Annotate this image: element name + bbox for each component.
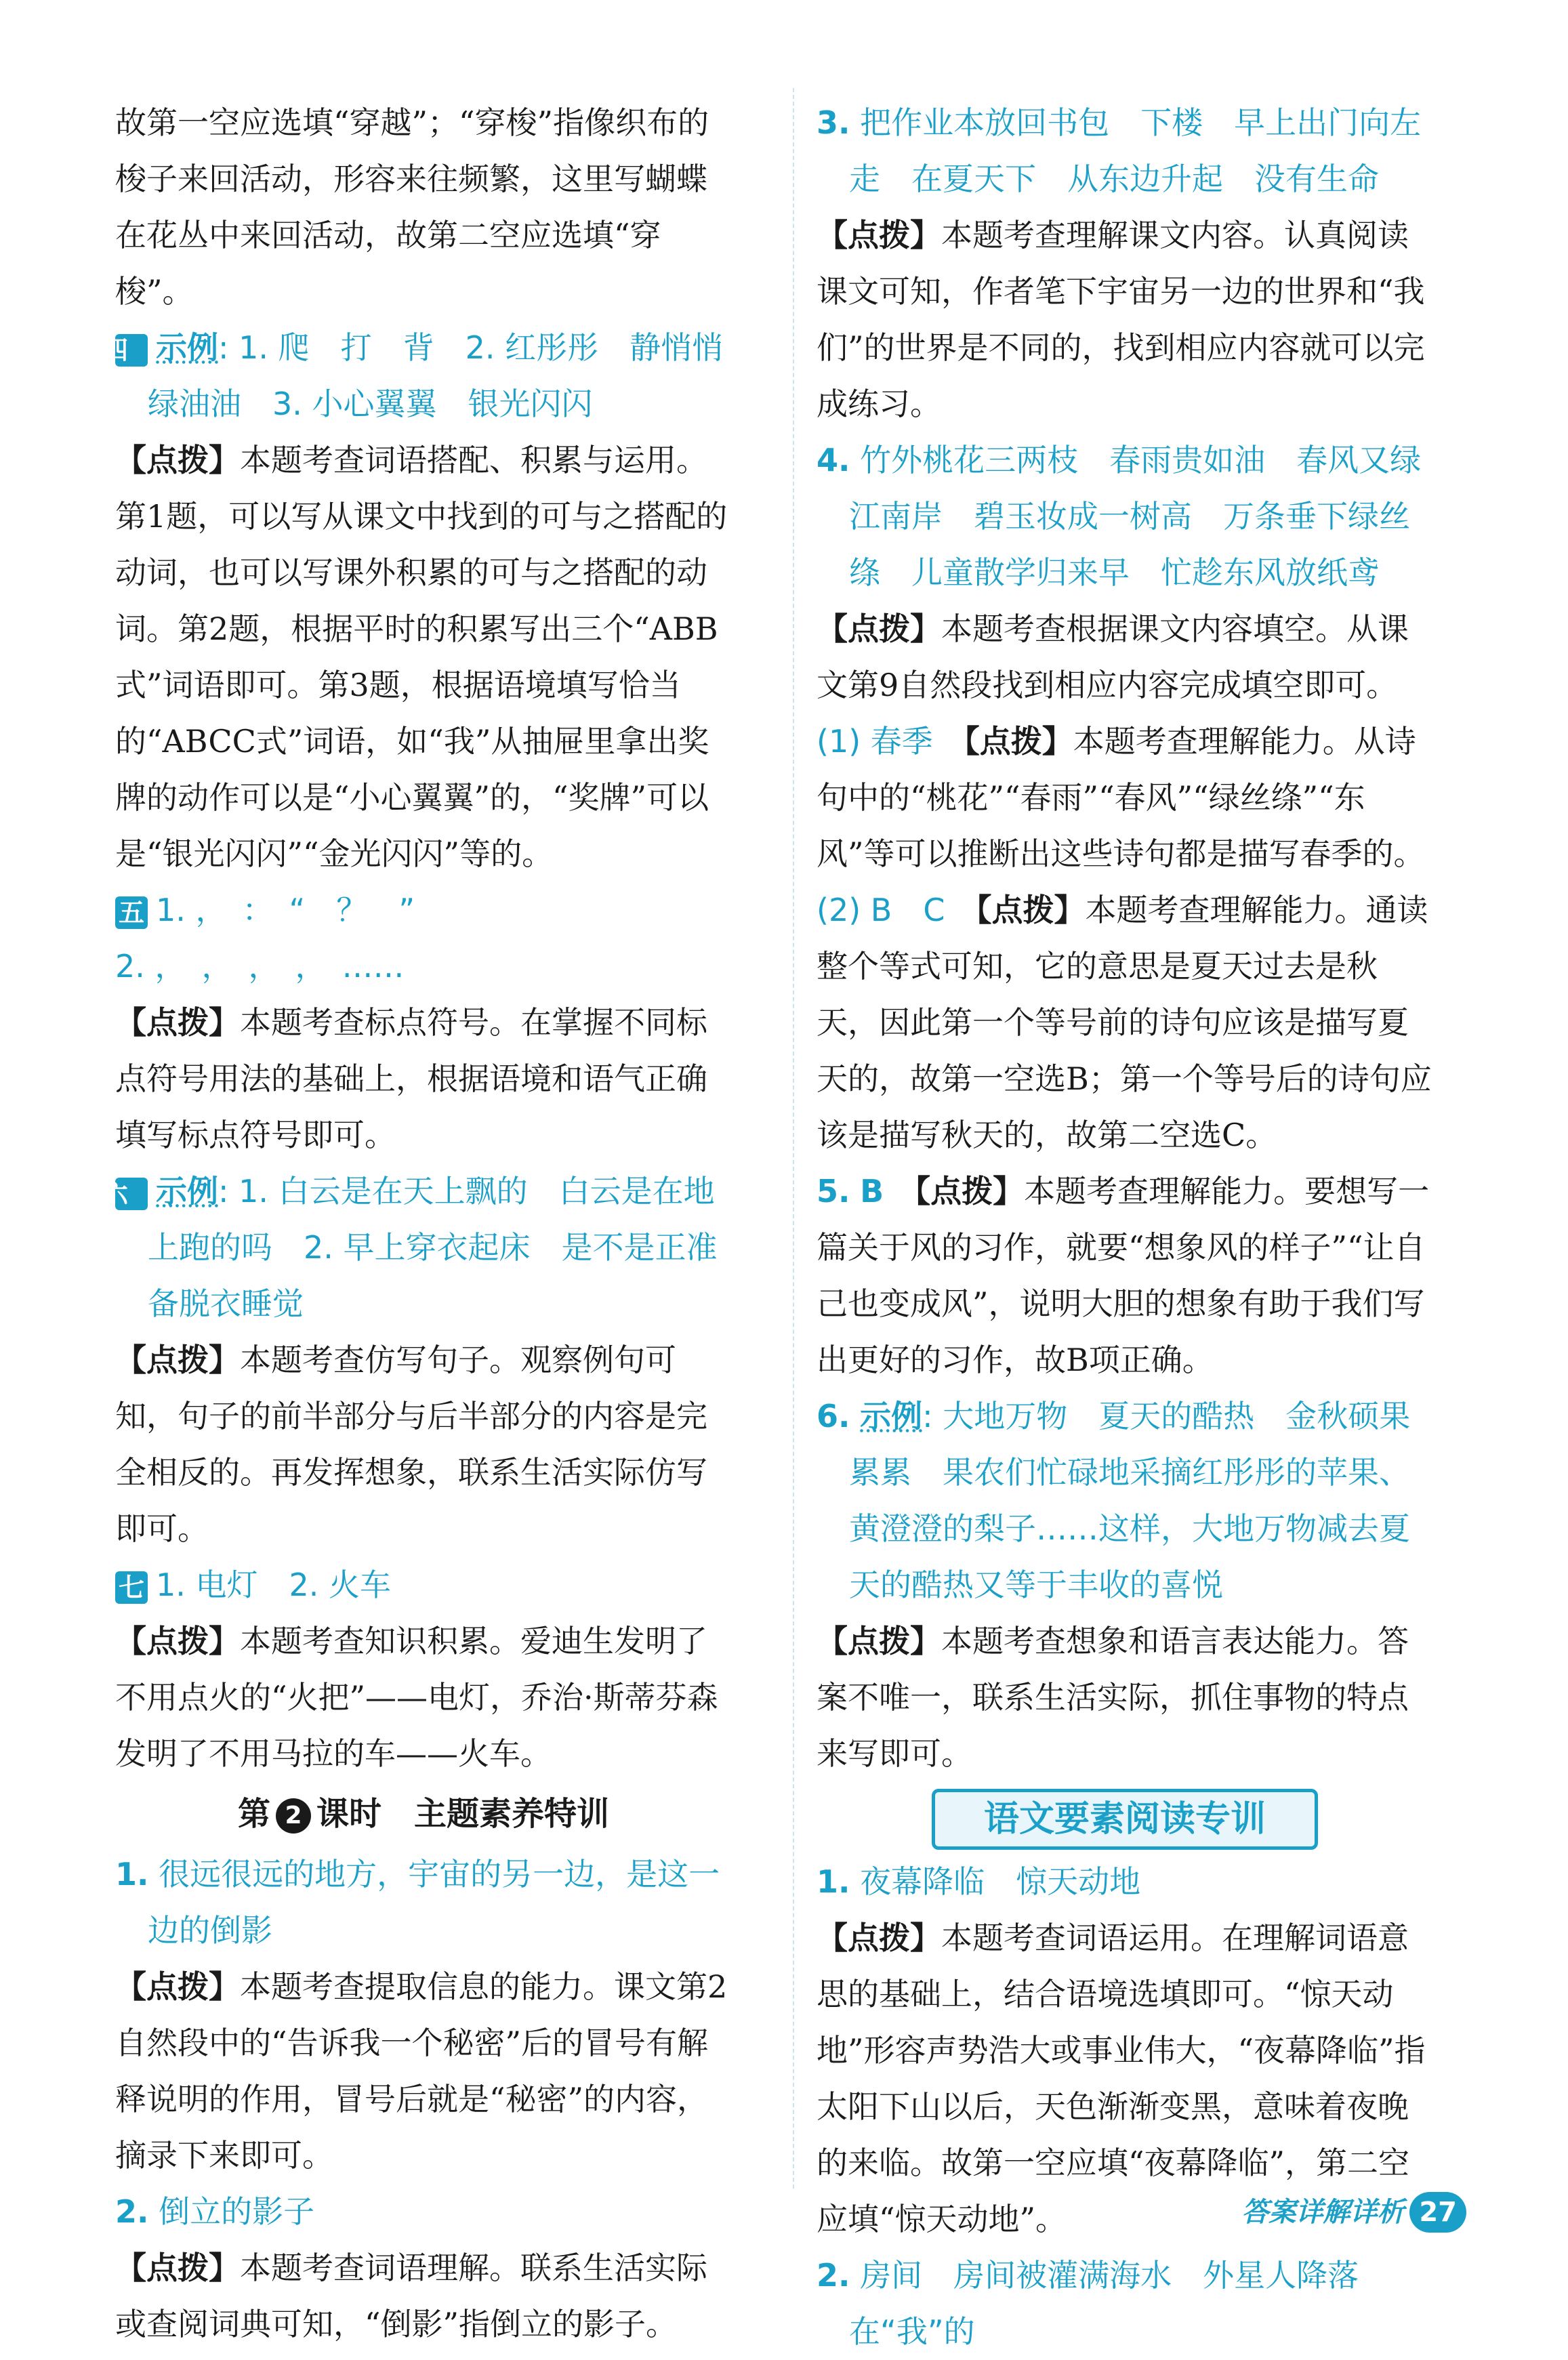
- section-6-note: [115, 1332, 732, 1557]
- hint-text: 本题考查根据课文内容填空。从课文第9自然段找到相应内容完成填空即可。: [817, 610, 1409, 703]
- question-4-1: [817, 713, 1433, 882]
- question-1-answer: [115, 1846, 732, 1959]
- hint-tag: 【点拨】: [817, 1623, 941, 1659]
- question-2-answer: [115, 2184, 732, 2240]
- answer-text: (2) B C: [817, 892, 945, 928]
- hint-tag: 【点拨】: [115, 442, 240, 478]
- hint-text: 本题考查提取信息的能力。课文第2自然段中的“告诉我一个秘密”后的冒号有解释说明的作用，冒号后就是“秘密”的内容，摘录下来即可。: [115, 1968, 728, 2174]
- hint-text: 本题考查仿写句子。观察例句可知，句子的前半部分与后半部分的内容是完全相反的。再发挥想象，联系生活实际仿写即可。: [115, 1342, 707, 1547]
- footer-label: [1241, 2192, 1466, 2233]
- answer-text: : 大地万物 夏天的酷热 金秋硕果累累 果农们忙碌地采摘红彤彤的苹果、黄澄澄的梨子……这样，大地万物减去夏天的酷热又等于丰收的喜悦: [849, 1398, 1411, 1603]
- question-4-answer: [817, 432, 1433, 601]
- answer-text: : 1. 爬 打 背 2. 红彤彤 静悄悄 绿油油 3. 小心翼翼 银光闪闪: [148, 329, 755, 422]
- lesson-prefix: 第: [237, 1795, 270, 1833]
- column-divider: [793, 88, 794, 2189]
- section-7-answer: [115, 1557, 732, 1613]
- question-5: [817, 1163, 1433, 1388]
- question-number: 6.: [817, 1398, 850, 1434]
- question-number: 1.: [115, 1856, 149, 1892]
- hint-tag: 【点拨】: [115, 1004, 240, 1041]
- section-badge: 四: [115, 334, 148, 367]
- footer-text: 答案详解详析: [1241, 2197, 1405, 2228]
- section-5-answer-1: [115, 882, 732, 938]
- question-number: 3.: [817, 104, 850, 141]
- answer-text: 1. 电灯 2. 火车: [156, 1567, 392, 1603]
- hint-tag: 【点拨】: [915, 1173, 1025, 1209]
- hint-text: 本题考查理解能力。要想写一篇关于风的习作，就要“想象风的样子”“让自己也变成风”，说明大胆的想象有助于我们写出更好的习作，故B项正确。: [817, 1173, 1430, 1378]
- question-4-2: [817, 882, 1433, 1163]
- question-3-note: [817, 207, 1433, 432]
- lesson-number: 2: [276, 1798, 311, 1834]
- example-label: 示例: [156, 329, 218, 366]
- hint-text: 本题考查词语搭配、积累与运用。第1题，可以写从课文中找到的可与之搭配的动词，也可以写课外积累的可与之搭配的动词。第2题，根据平时的积累写出三个“ABB式”词语即可。第3题，根据语境填写恰当的“ABCC式”词语，如“我”从抽屉里拿出奖牌的动作可以是“小心翼翼”的，“奖牌”可以是“银光闪闪”“金光闪闪”等的。: [115, 442, 728, 872]
- question-number: 5.: [817, 1173, 850, 1209]
- hint-tag: 【点拨】: [964, 723, 1073, 760]
- answer-text: : 1. 白云是在天上飘的 白云是在地上跑的吗 2. 早上穿衣起床 是不是正准备脱衣睡觉: [148, 1173, 718, 1322]
- question-2-note: [115, 2240, 732, 2353]
- left-column: [102, 95, 755, 2353]
- hint-text: 本题考查理解课文内容。认真阅读课文可知，作者笔下宇宙另一边的世界和“我们”的世界是不同的，找到相应内容就可以完成练习。: [817, 217, 1425, 422]
- section-badge: 七: [115, 1571, 148, 1604]
- answer-text: 1. ， ： “ ？ ”: [156, 892, 415, 928]
- section-5-answer-2: 2. ， ， ， ， ……: [115, 948, 405, 985]
- question-3-answer: [817, 95, 1433, 207]
- section-badge: 六: [115, 1178, 148, 1210]
- hint-tag: 【点拨】: [115, 1968, 240, 2005]
- hint-text: 本题考查理解能力。通读整个等式可知，它的意思是夏天过去是秋天，因此第一个等号前的诗句应该是描写夏天的，故第一空选B；第一个等号后的诗句应该是描写秋天的，故第二空选C。: [817, 892, 1432, 1153]
- hint-tag: 【点拨】: [115, 1342, 240, 1378]
- page-number: 27: [1409, 2192, 1466, 2233]
- answer-text: B: [860, 1173, 884, 1209]
- section-4-answer: [102, 320, 755, 432]
- hint-text: 本题考查词语运用。在理解词语意思的基础上，结合语境选填即可。“惊天动地”形容声势浩大或事业伟大，“夜幕降临”指太阳下山以后，天色渐渐变黑，意味着夜晚的来临。故第一空应填“夜幕降临”，第二空应填“惊天动地”。: [817, 1920, 1426, 2237]
- lesson-heading: 课时 主题素养特训: [316, 1795, 610, 1833]
- hint-text: 本题考查理解能力。从诗句中的“桃花”“春雨”“春风”“绿丝绦”“东风”等可以推断出这些诗句都是描写春季的。: [817, 723, 1425, 872]
- section-7-note: [115, 1613, 732, 1782]
- example-label: 示例: [860, 1398, 923, 1434]
- question-6-note: [817, 1613, 1433, 1782]
- hint-tag: 【点拨】: [817, 610, 941, 647]
- answer-text: 把作业本放回书包 下楼 早上出门向左走 在夏天下 从东边升起 没有生命: [849, 104, 1422, 197]
- answer-text: 房间 房间被灌满海水 外星人降落在“我”的: [849, 2257, 1359, 2350]
- section-5-note: [115, 995, 732, 1163]
- question-number: 2.: [817, 2257, 850, 2294]
- lesson-title: [115, 1786, 732, 1842]
- section-box-title: 语文要素阅读专训: [932, 1789, 1318, 1850]
- hint-tag: 【点拨】: [115, 2250, 240, 2286]
- right-column: [817, 95, 1433, 2360]
- hint-tag: 【点拨】: [115, 1623, 240, 1659]
- answer-text: 夜幕降临 惊天动地: [860, 1863, 1141, 1900]
- question-number: 4.: [817, 442, 850, 478]
- hint-text: 本题考查词语理解。联系生活实际或查阅词典可知，“倒影”指倒立的影子。: [115, 2250, 707, 2342]
- reading-question-1-answer: [817, 1854, 1433, 1910]
- reading-question-2-answer: [817, 2248, 1433, 2360]
- answer-text: 很远很远的地方，宇宙的另一边，是这一边的倒影: [148, 1856, 720, 1949]
- paragraph: 故第一空应选填“穿越”；“穿梭”指像织布的梭子来回活动，形容来往频繁，这里写蝴蝶在花丛中来回活动，故第二空应选填“穿梭”。: [115, 104, 709, 310]
- question-6-answer: [817, 1388, 1433, 1613]
- hint-text: 本题考查知识积累。爱迪生发明了不用点火的“火把”——电灯，乔治·斯蒂芬森发明了不用马拉的车——火车。: [115, 1623, 718, 1772]
- answer-text: 竹外桃花三两枝 春雨贵如油 春风又绿江南岸 碧玉妆成一树高 万条垂下绿丝绦 儿童散学归来早 忙趁东风放纸鸢: [849, 442, 1422, 591]
- hint-tag: 【点拨】: [817, 217, 941, 253]
- question-number: 1.: [817, 1863, 850, 1900]
- hint-text: 本题考查标点符号。在掌握不同标点符号用法的基础上，根据语境和语气正确填写标点符号即可。: [115, 1004, 707, 1153]
- question-1-note: [115, 1959, 732, 2184]
- answer-text: (1) 春季: [817, 723, 933, 760]
- question-number: 2.: [115, 2193, 149, 2230]
- section-4-note: [115, 432, 732, 882]
- hint-tag: 【点拨】: [976, 892, 1086, 928]
- section-6-answer: [102, 1163, 732, 1332]
- example-label: 示例: [156, 1173, 218, 1209]
- question-4-note: [817, 601, 1433, 713]
- section-badge: 五: [115, 896, 148, 929]
- hint-text: 本题考查想象和语言表达能力。答案不唯一，联系生活实际，抓住事物的特点来写即可。: [817, 1623, 1409, 1772]
- hint-tag: 【点拨】: [817, 1920, 941, 1956]
- answer-text: 倒立的影子: [159, 2193, 315, 2230]
